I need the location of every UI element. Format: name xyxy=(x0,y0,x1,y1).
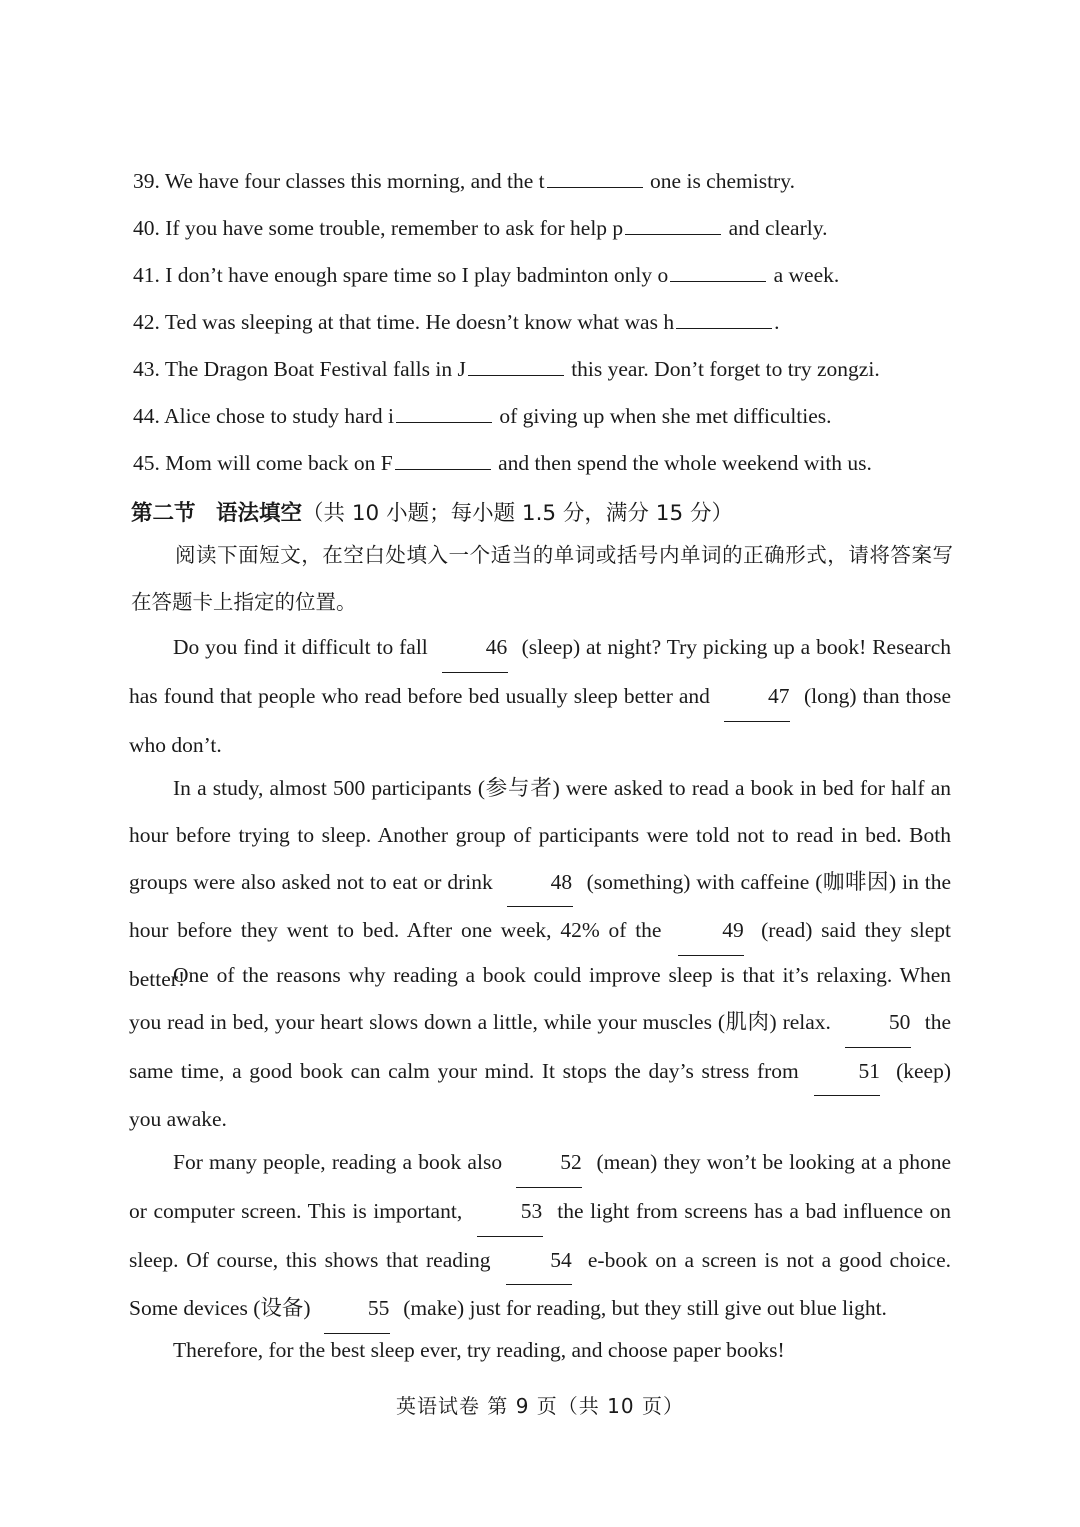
blank-55[interactable]: 55 xyxy=(324,1285,390,1334)
answer-blank[interactable] xyxy=(670,261,766,282)
blank-49[interactable]: 49 xyxy=(678,907,744,956)
section-heading: 第二节 语法填空（共 10 小题；每小题 1.5 分，满分 15 分） xyxy=(131,501,733,526)
question-44: 44. Alice chose to study hard i of giving up when she met difficulties. xyxy=(133,404,832,428)
answer-blank[interactable] xyxy=(676,308,772,329)
blank-47[interactable]: 47 xyxy=(724,673,790,722)
answer-blank[interactable] xyxy=(396,402,492,423)
answer-blank[interactable] xyxy=(547,167,643,188)
passage-paragraph-2: In a study, almost 500 participants (参与者) were asked to read a book in bed for half an hour before trying to sleep. Another group of participants were told not to read in bed. Both groups were also asked not to eat or drink 48 (something) with caffeine (咖啡因) in the hour before they went to bed. After one week, 42% of the 49 (read) said they slept better! xyxy=(129,776,952,992)
question-45: 45. Mom will come back on F and then spend the whole weekend with us. xyxy=(133,451,872,475)
answer-blank[interactable] xyxy=(625,214,721,235)
blank-52[interactable]: 52 xyxy=(516,1139,582,1188)
blank-53[interactable]: 53 xyxy=(477,1188,543,1237)
answer-blank[interactable] xyxy=(468,355,564,376)
blank-51[interactable]: 51 xyxy=(814,1048,880,1097)
page-footer: 英语试卷 第 9 页（共 10 页） xyxy=(396,1394,684,1418)
passage-paragraph-3: One of the reasons why reading a book could improve sleep is that it’s relaxing. When you read in bed, your heart slows down a little, while your muscles (肌肉) relax. 50 the same time, a good book can calm your mind. It stops the day’s stress from 51 (keep) you awake. xyxy=(129,963,952,1132)
passage-paragraph-1: Do you find it difficult to fall 46 (sleep) at night? Try picking up a book! Research has found that people who read before bed usually sleep better and 47 (long) than those who don’t. xyxy=(129,624,951,768)
question-43: 43. The Dragon Boat Festival falls in J this year. Don’t forget to try zongzi. xyxy=(133,357,880,381)
question-42: 42. Ted was sleeping at that time. He doesn’t know what was h . xyxy=(133,310,780,334)
blank-50[interactable]: 50 xyxy=(845,999,911,1048)
question-40: 40. If you have some trouble, remember to ask for help p and clearly. xyxy=(133,216,828,240)
question-41: 41. I don’t have enough spare time so I play badminton only o a week. xyxy=(133,263,840,287)
passage-paragraph-5: Therefore, for the best sleep ever, try reading, and choose paper books! xyxy=(173,1338,785,1362)
blank-46[interactable]: 46 xyxy=(442,624,508,673)
instructions: 阅读下面短文，在空白处填入一个适当的单词或括号内单词的正确形式，请将答案写在答题卡上指定的位置。 xyxy=(131,543,953,614)
blank-48[interactable]: 48 xyxy=(507,859,573,908)
question-39: 39. We have four classes this morning, and the t one is chemistry. xyxy=(133,169,795,193)
passage-paragraph-4: For many people, reading a book also 52 (mean) they won’t be looking at a phone or computer screen. This is important, 53 the light from screens has a bad influence on sleep. Of course, this shows that reading 54 e-book on a screen is not a good choice. Some devices (设备) 55 (make) just for reading, but they still give out blue light. xyxy=(129,1139,951,1334)
blank-54[interactable]: 54 xyxy=(506,1237,572,1286)
answer-blank[interactable] xyxy=(395,449,491,470)
